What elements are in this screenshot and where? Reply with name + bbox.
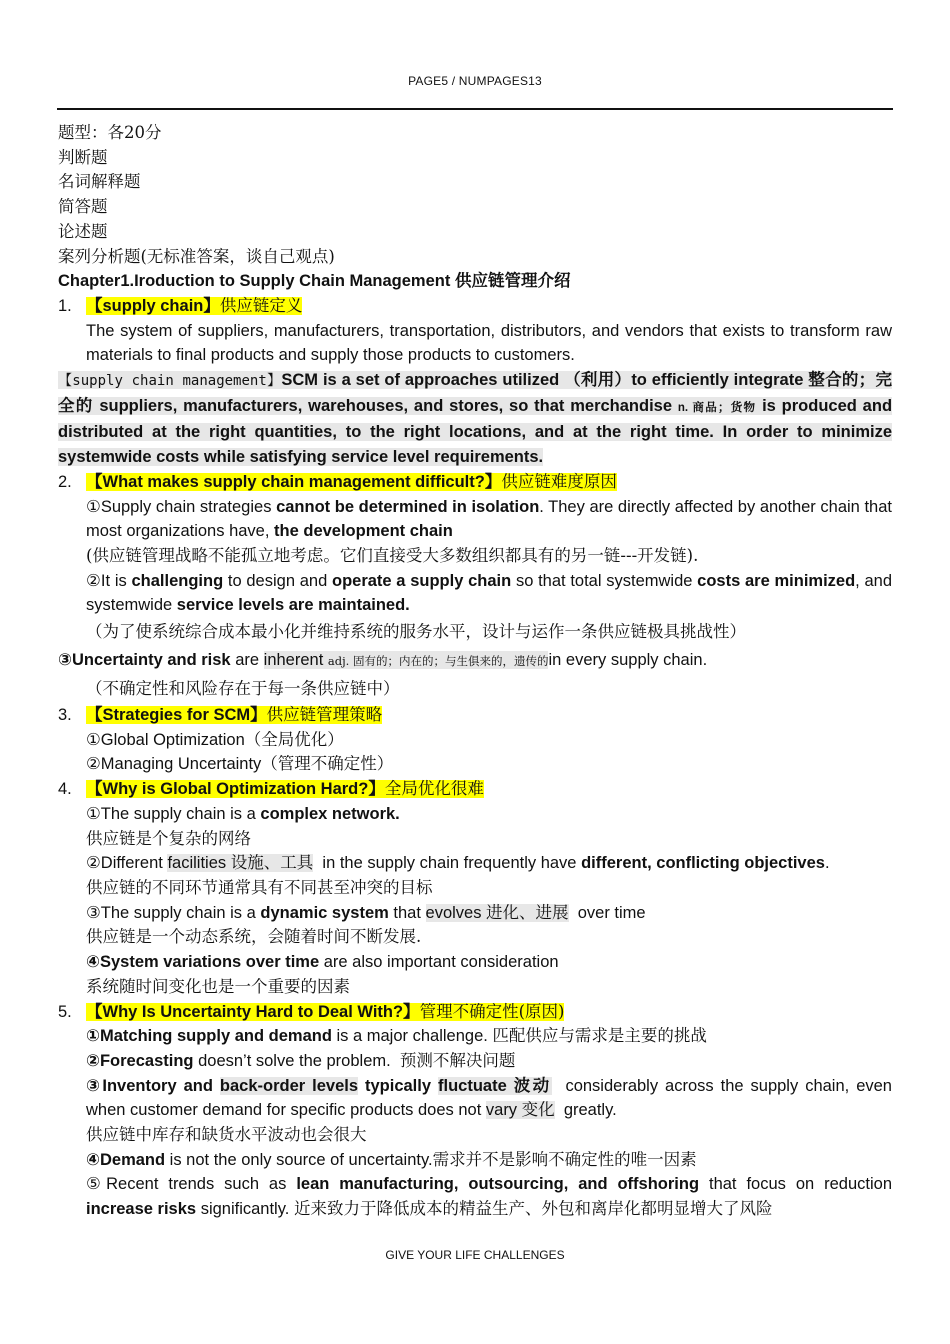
optimization-point-1-cn: 供应链是个复杂的网络: [86, 828, 251, 848]
strategy-item: ①Global Optimization（全局优化）: [86, 730, 344, 749]
uncertainty-point-5: ⑤Recent trends such as lean manufacturing, outsourcing, and offshoring that focus on reduction increase risks significantly. 近来致力于降低成本的精益生产、外包和离岸化都明显增大了风险: [86, 1175, 892, 1219]
document-body: [58, 121, 892, 1222]
page-footer: GIVE YOUR LIFE CHALLENGES: [385, 1248, 565, 1262]
uncertainty-point-1: ①Matching supply and demand is a major challenge. 匹配供应与需求是主要的挑战: [86, 1026, 707, 1046]
uncertainty-point-3-cn: 供应链中库存和缺货水平波动也会很大: [86, 1125, 367, 1145]
optimization-point-2-cn: 供应链的不同环节通常具有不同甚至冲突的目标: [86, 877, 433, 897]
section-heading-1: 1. 【supply chain】供应链定义: [58, 295, 303, 315]
uncertainty-point-2: ②Forecasting doesn’t solve the problem. 预测不解决问题: [86, 1050, 516, 1070]
uncertainty-point-4: ④Demand is not the only source of uncertainty.需求并不是影响不确定性的唯一因素: [86, 1149, 697, 1169]
type-item: 判断题: [58, 147, 108, 167]
uncertainty-point-3: ③Inventory and back-order levels typically fluctuate 波动 considerably across the supply chain, even when customer demand for specific products does not vary 变化 greatly.: [86, 1076, 892, 1120]
difficulty-point-3-cn: （不确定性和风险存在于每一条供应链中）: [86, 679, 400, 699]
optimization-point-3-cn: 供应链是一个动态系统，会随着时间不断发展.: [86, 927, 422, 947]
difficulty-point-2-cn: （为了使系统综合成本最小化并维持系统的服务水平，设计与运作一条供应链极具挑战性）: [86, 622, 746, 642]
section-heading-5: 5. 【Why Is Uncertainty Hard to Deal With?】管理不确定性(原因): [58, 1001, 565, 1021]
type-item: 案列分析题(无标准答案，谈自己观点): [58, 246, 335, 266]
question-types: 题型：各20分: [58, 123, 162, 142]
type-item: 名词解释题: [58, 172, 141, 192]
difficulty-point-3: ③Uncertainty and risk are inherent adj. 固有的；内在的；与生俱来的，遗传的in every supply chain.: [58, 651, 708, 670]
section-heading-2: 2. 【What makes supply chain management difficult?】供应链难度原因: [58, 471, 617, 491]
section-heading-4: 4. 【Why is Global Optimization Hard?】全局优化很难: [58, 779, 484, 799]
optimization-point-2: ②Different facilities 设施、工具 in the supply chain frequently have different, conflicting objectives.: [86, 854, 830, 873]
type-item: 论述题: [58, 221, 108, 241]
section-heading-3: 3. 【Strategies for SCM】供应链管理策略: [58, 705, 383, 725]
chapter-title: Chapter1.Iroduction to Supply Chain Management 供应链管理介绍: [58, 272, 571, 291]
difficulty-point-2: ②It is challenging to design and operate a supply chain so that total systemwide costs are minimized, and systemwide service levels are maintained.: [86, 571, 893, 615]
optimization-point-4-cn: 系统随时间变化也是一个重要的因素: [86, 976, 350, 996]
type-item: 简答题: [58, 197, 108, 217]
page-header: PAGE5 / NUMPAGES13: [408, 74, 542, 88]
difficulty-point-1-cn: (供应链管理战略不能孤立地考虑。它们直接受大多数组织都具有的另一链---开发链).: [86, 545, 699, 565]
supply-chain-definition: The system of suppliers, manufacturers, transportation, distributors, and vendors that exists to transform raw materials to final products and supply those products to customers.: [86, 321, 892, 365]
optimization-point-4: ④System variations over time are also important consideration: [86, 953, 559, 972]
optimization-point-3: ③The supply chain is a dynamic system that evolves 进化、进展 over time: [86, 903, 646, 922]
header-rule: [57, 108, 893, 110]
scm-definition: 【supply chain management】SCM is a set of approaches utilized （利用）to efficiently integrate 整合的；完全的 suppliers, manufacturers, warehouses, and stores, so that merchandise n. 商品；货物 is produced and distributed at the right quantities, to the right locations, and at the right time. In order to minimize systemwide costs while satisfying service level requirements.: [58, 370, 893, 467]
optimization-point-1: ①The supply chain is a complex network.: [86, 804, 400, 823]
difficulty-point-1: ①Supply chain strategies cannot be determined in isolation. They are directly affected by another chain that most organizations have, the development chain: [86, 497, 892, 541]
strategy-item: ②Managing Uncertainty（管理不确定性）: [86, 755, 394, 774]
